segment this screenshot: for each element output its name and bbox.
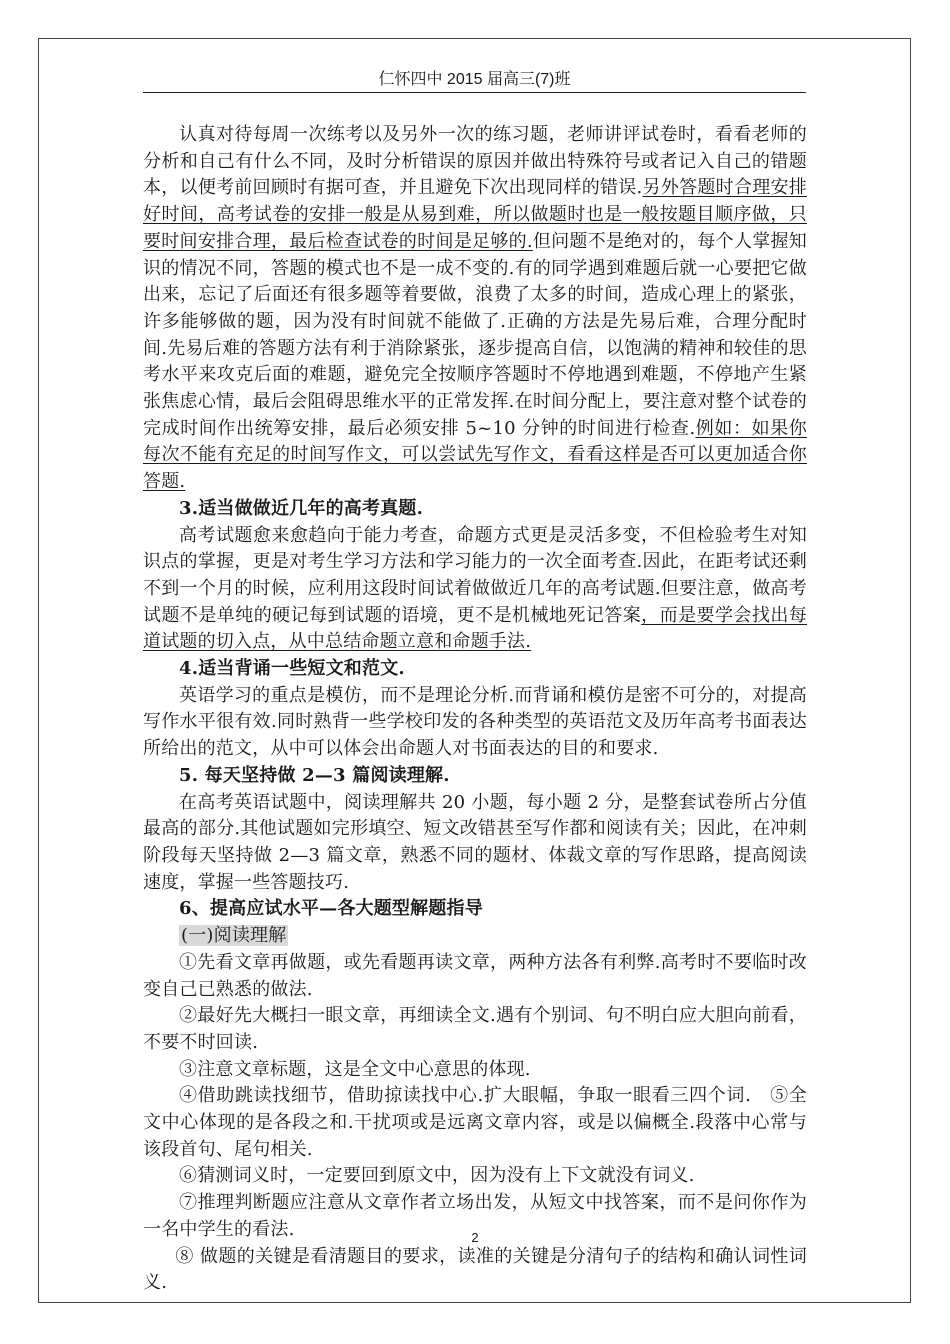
page-header xyxy=(143,70,806,93)
subheading-reading xyxy=(143,923,807,950)
paragraph-text: 但问题不是绝对的，每个人掌握知识的情况不同，答题的模式也不是一成不变的.有的同学遇到难题后就一心要把它做出来，忘记了后面还有很多题等着要做，浪费了太多的时间，造成心理上的紧张，许多能够做的题，因为没有时间就不能做了.正确的方法是先易后难，合理分配时间.先易后难的答题方法有利于消除紧张，逐步提高自信，以饱满的精神和较佳的思考水平来攻克后面的难题，避免完全按顺序答题时不停地遇到难题，不停地产生紧张焦虑心情，最后会阻碍思维水平的正常发挥.在时间分配上，要注意对整个试卷的完成时间作出统筹安排，最后必须安排 5~10 分钟的时间进行检查. xyxy=(143,230,807,439)
page-number: 2 xyxy=(471,1230,479,1245)
paragraph-text: 认真对待每周一次练考以及另外一次的练习题，老师讲评试卷时，看看老师的分析和自己有什么不同，及时分析错误的原因并做出特殊符号或者记入自己的错题本，以便考前回顾时有据可查，并且避免下次出现同样的错误. xyxy=(143,124,807,199)
heading-5: 5. 每天坚持做 2—3 篇阅读理解. xyxy=(179,764,450,786)
header-title: 仁怀四中 2015 届高三(7)班 xyxy=(378,71,571,88)
heading-4: 4.适当背诵一些短文和范文. xyxy=(179,658,405,680)
heading-3: 3.适当做做近几年的高考真题. xyxy=(179,497,424,519)
underlined-text: 例如：如果你每次不能有充足的时间写作文，可以尝试先写作文，看看这样是否可以更加适合你答题. xyxy=(143,417,808,493)
underlined-text: ，而是要学会找出每道试题的切入点，从中总结命题立意和命题手法. xyxy=(143,604,807,653)
paragraph-text: 高考试题愈来愈趋向于能力考查，命题方式更是灵活多变，不但检验考生对知识点的掌握，更是对考生学习方法和学习能力的一次全面考查.因此，在距考试还剩不到一个月的时候，应利用这段时间试着做做近几年的高考试题.但要注意，做高考试题不是单纯的硬记每到试题的语境，更不是机械地死记答案 xyxy=(143,524,807,626)
paragraph-recitation: 英语学习的重点是模仿，而不是理论分析.而背诵和模仿是密不可分的，对提高写作水平很有效.同时熟背一些学校印发的各种类型的英语范文及历年高考书面表达所给出的范文，从中可以体会出命题人对书面表达的目的和要求. xyxy=(143,684,807,760)
paragraph-real-exams xyxy=(143,523,807,657)
document-body xyxy=(143,122,807,1297)
underlined-text: 另外答题时合理安排好时间，高考试卷的安排一般是从易到难，所以做题时也是一般按题目顺序做，只要时间安排合理，最后检查试卷的时间是足够的. xyxy=(143,177,807,252)
tip-6: ⑥猜测词义时，一定要回到原文中，因为没有上下文就没有词义. xyxy=(179,1165,695,1187)
tip-1: ①先看文章再做题，或先看题再读文章，两种方法各有利弊.高考时不要临时改变自己已熟悉的做法. xyxy=(143,951,807,1000)
paragraph-exam-practice xyxy=(143,122,807,496)
tip-7: ⑦推理判断题应注意从文章作者立场出发，从短文中找答案，而不是问你作为一名中学生的看法. xyxy=(143,1192,807,1240)
tip-8: ⑧ 做题的关键是看清题目的要求，读准的关键是分清句子的结构和确认词性词义. xyxy=(143,1245,807,1294)
heading-6: 6、提高应试水平—各大题型解题指导 xyxy=(179,898,483,920)
tip-2: ②最好先大概扫一眼文章，再细读全文.遇有个别词、句不明白应大胆向前看，不要不时回读. xyxy=(143,1005,807,1053)
tip-3: ③注意文章标题，这是全文中心意思的体现. xyxy=(179,1058,531,1080)
highlighted-subheading: (一)阅读理解 xyxy=(181,925,287,947)
paragraph-reading-practice: 在高考英语试题中，阅读理解共 20 小题，每小题 2 分，是整套试卷所占分值最高的部分.其他试题如完形填空、短文改错甚至写作都和阅读有关；因此，在冲刺阶段每天坚持做 2—3 篇文章，熟悉不同的题材、体裁文章的写作思路，提高阅读速度，掌握一些答题技巧. xyxy=(143,791,807,893)
tip-4-5: ④借助跳读找细节，借助掠读找中心.扩大眼幅，争取一眼看三四个词. ⑤全文中心体现的是各段之和.干扰项或是远离文章内容，或是以偏概全.段落中心常与该段首句、尾句相关. xyxy=(143,1085,807,1160)
